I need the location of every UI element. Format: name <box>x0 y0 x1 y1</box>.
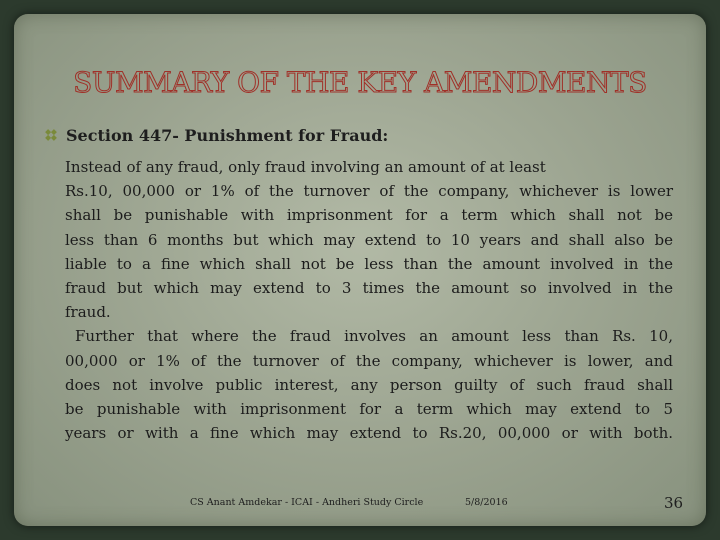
section-heading-row <box>44 124 388 146</box>
body-line: years or with a fine which may extend to Rs.20, 00,000 or with both. <box>65 424 673 443</box>
body-line: Further that where the fraud involves an amount less than Rs. 10, <box>75 327 673 346</box>
section-heading: Section 447- Punishment for Fraud: <box>66 125 389 145</box>
body-line: 00,000 or 1% of the turnover of the company, whichever is lower, and <box>65 351 673 370</box>
body-line: Rs.10, 00,000 or 1% of the turnover of the company, whichever is lower <box>65 182 673 201</box>
body-line: be punishable with imprisonment for a term which may extend to 5 <box>65 399 673 418</box>
body-line: liable to a fine which shall not be less than the amount involved in the <box>65 254 673 273</box>
page-number: 36 <box>664 494 684 512</box>
slide-title: SUMMARY OF THE KEY AMENDMENTS <box>73 66 647 99</box>
body-line: Instead of any fraud, only fraud involving an amount of at least <box>65 158 546 176</box>
body-line: fraud but which may extend to 3 times the amount so involved in the <box>65 278 673 297</box>
body-line: does not involve public interest, any person guilty of such fraud shall <box>65 375 673 394</box>
body-line: shall be punishable with imprisonment for a term which shall not be <box>65 206 673 225</box>
footer-author: CS Anant Amdekar - ICAI - Andheri Study Circle <box>190 497 424 508</box>
footer-date: 5/8/2016 <box>465 497 508 508</box>
diamond-bullet-icon <box>44 128 58 142</box>
body-line: less than 6 months but which may extend to 10 years and shall also be <box>65 230 673 249</box>
slide-body <box>65 155 673 445</box>
body-line: fraud. <box>65 303 111 322</box>
